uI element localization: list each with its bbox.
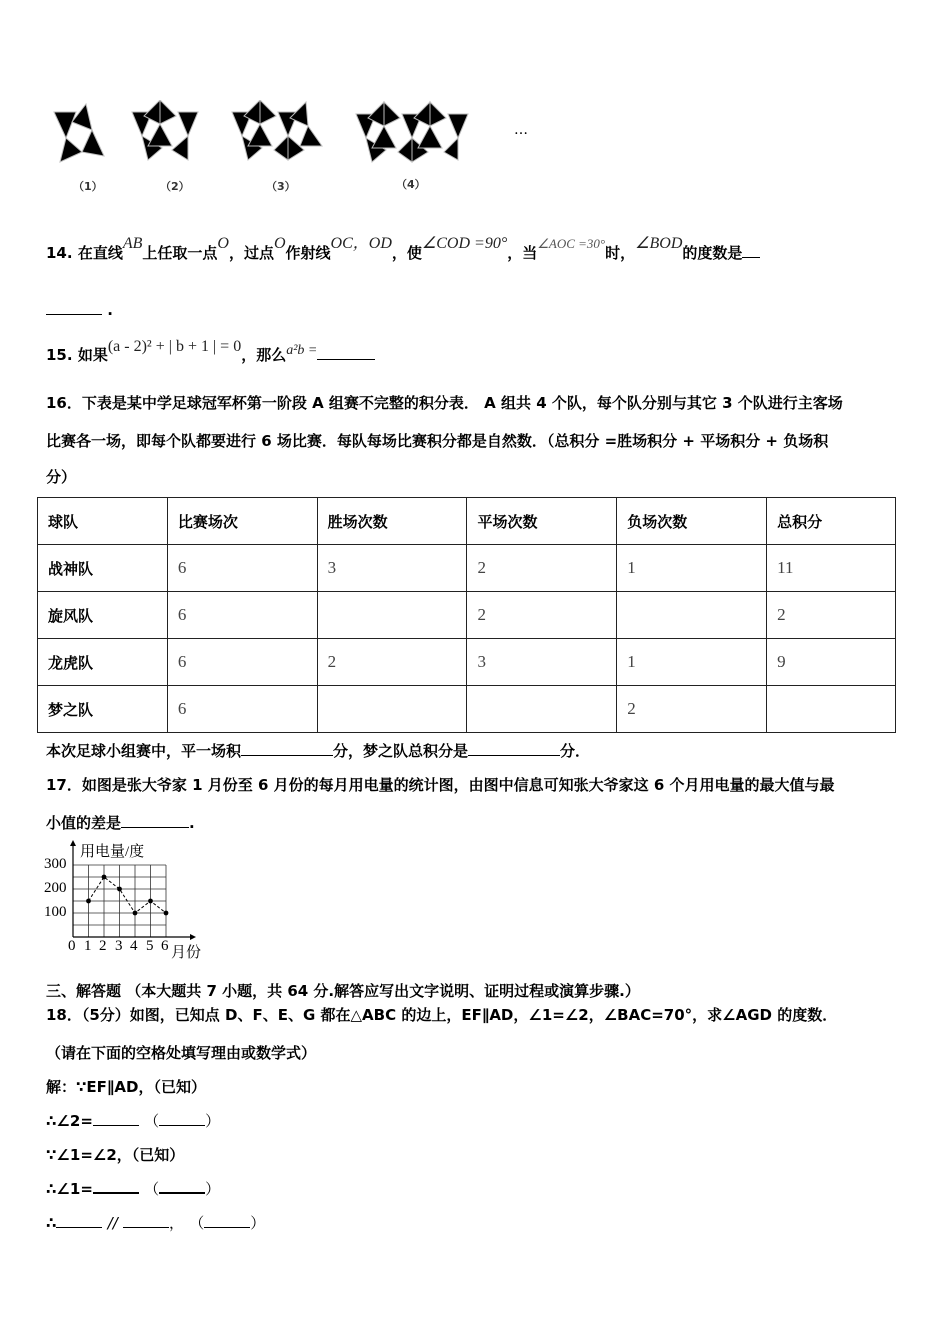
table-cell: 6 (167, 639, 317, 686)
figure-label-4: （4） (396, 178, 426, 191)
table-header: 胜场次数 (317, 498, 467, 545)
table-header-row (38, 498, 896, 545)
question-16-line1: 16．下表是某中学足球冠军杯第一阶段 A 组赛不完整的积分表． A 组共 4 个队，每个队分别与其它 3 个队进行主客场 (46, 394, 843, 412)
q16-text: 分． (560, 742, 591, 760)
y-tick-200: 200 (44, 880, 67, 896)
paren: （ (144, 1180, 160, 1198)
table-cell: 3 (317, 545, 467, 592)
q14-text: ，当 (507, 244, 538, 262)
q14-continued (46, 300, 113, 319)
answer-blank[interactable] (93, 1111, 139, 1126)
section-3-heading: 三、解答题 （本大题共 7 小题，共 64 分.解答应写出文字说明、证明过程或演算步骤.） (46, 982, 640, 1000)
y-axis-label: 用电量/度 (80, 844, 145, 860)
q14-text: ，使 (391, 244, 422, 262)
question-18-line2: （请在下面的空格处填写理由或数学式） (46, 1044, 317, 1062)
q14-text: 在直线 (77, 244, 123, 262)
question-16-answer-line (46, 740, 590, 761)
x-axis-label: 月份 (171, 945, 202, 961)
table-row (38, 592, 896, 639)
answer-blank[interactable] (121, 813, 189, 828)
answer-blank[interactable] (123, 1213, 169, 1228)
paren: ） (205, 1112, 221, 1130)
table-cell: 2 (467, 545, 617, 592)
question-16-line2: 比赛各一场，即每个队都要进行 6 场比赛．每队每场比赛积分都是自然数．（总积分 =胜场积分 + 平场积分 + 负场积 (46, 432, 829, 450)
question-18-line1: 18．（5分）如图，已知点 D、F、E、G 都在△ABC 的边上，EF∥AD，∠1=∠2，∠BAC=70°，求∠AGD 的度数． (46, 1006, 838, 1024)
q17-text: 小值的差是 (46, 814, 122, 832)
question-14 (46, 235, 760, 263)
triangle-pattern-illustration (48, 100, 538, 172)
table-cell (767, 686, 896, 733)
math-rays: OC，OD (330, 235, 392, 252)
answer-blank-draw-points[interactable] (241, 741, 333, 756)
team-name: 旋风队 (38, 592, 168, 639)
question-17-line2 (46, 812, 195, 833)
table-cell: 1 (617, 639, 767, 686)
paren: ） (205, 1180, 221, 1198)
math-expression: a²b = (286, 343, 318, 358)
ellipsis: … (514, 122, 528, 138)
table-cell (467, 686, 617, 733)
table-cell (317, 592, 467, 639)
solution-step-3: ∵∠1=∠2，（已知） (46, 1146, 185, 1164)
math-o: O (217, 235, 229, 252)
paren: （ (189, 1214, 205, 1232)
table-header: 总积分 (767, 498, 896, 545)
pattern-figures (48, 100, 538, 200)
reason-blank[interactable] (159, 1178, 205, 1194)
y-tick-300: 300 (44, 856, 67, 872)
math-equation: (a - 2)² + | b + 1 | = 0 (107, 338, 242, 355)
answer-blank[interactable] (56, 1213, 102, 1228)
math-angle-bod: ∠BOD (635, 235, 683, 252)
math-o: O (273, 235, 286, 252)
reason-blank[interactable] (204, 1213, 250, 1228)
table-cell: 2 (617, 686, 767, 733)
table-row (38, 686, 896, 733)
step-text: ∴∠2= (46, 1112, 93, 1130)
table-header: 球队 (38, 498, 168, 545)
table-row (38, 639, 896, 686)
team-name: 战神队 (38, 545, 168, 592)
table-cell: 3 (467, 639, 617, 686)
period: . (107, 301, 113, 319)
table-cell: 1 (617, 545, 767, 592)
x-tick-4: 4 (130, 938, 138, 954)
answer-blank[interactable] (46, 300, 102, 315)
x-tick-2: 2 (99, 938, 107, 954)
x-tick-3: 3 (115, 938, 123, 954)
math-angle-cod: ∠COD =90° (421, 235, 508, 252)
figure-label-3: （3） (266, 180, 296, 193)
answer-blank[interactable] (93, 1178, 139, 1194)
question-17-line1: 17．如图是张大爷家 1 月份至 6 月份的每月用电量的统计图，由图中信息可知张大爷家这 6 个月用电量的最大值与最 (46, 776, 835, 794)
question-16-line3: 分） (46, 468, 77, 486)
paren: （ (144, 1112, 160, 1130)
table-cell: 6 (167, 592, 317, 639)
team-name: 梦之队 (38, 686, 168, 733)
q14-text: 时， (605, 244, 636, 262)
math-ab: AB (122, 235, 143, 252)
table-cell (617, 592, 767, 639)
table-cell: 2 (467, 592, 617, 639)
table-header: 负场次数 (617, 498, 767, 545)
table-header: 比赛场次 (167, 498, 317, 545)
solution-step-4 (46, 1178, 220, 1199)
y-tick-100: 100 (44, 904, 67, 920)
table-cell (317, 686, 467, 733)
parallel-symbol: // (107, 1214, 118, 1232)
q16-text: 分，梦之队总积分是 (333, 742, 469, 760)
q15-text: ，那么 (241, 346, 287, 364)
table-cell: 6 (167, 686, 317, 733)
table-cell: 11 (767, 545, 896, 592)
q14-text: ，过点 (228, 244, 274, 262)
reason-blank[interactable] (159, 1111, 205, 1126)
score-table (37, 497, 896, 733)
paren: ） (250, 1214, 266, 1232)
answer-blank[interactable] (742, 243, 760, 258)
q14-number: 14. (46, 244, 73, 262)
comma: ， (169, 1214, 185, 1232)
solution-step-2 (46, 1110, 220, 1131)
figure-label-2: （2） (160, 180, 190, 193)
question-15 (46, 338, 375, 365)
period: . (189, 814, 195, 832)
q16-text: 本次足球小组赛中，平一场积 (46, 742, 242, 760)
solution-step-5 (46, 1212, 265, 1233)
team-name: 龙虎队 (38, 639, 168, 686)
q14-text: 的度数是 (682, 244, 743, 262)
q15-text: 如果 (77, 346, 108, 364)
math-angle-aoc: ∠AOC =30° (537, 236, 606, 251)
answer-blank[interactable] (317, 345, 375, 360)
q14-text: 上任取一点 (142, 244, 218, 262)
x-tick-5: 5 (146, 938, 154, 954)
q14-text: 作射线 (285, 244, 331, 262)
table-header: 平场次数 (467, 498, 617, 545)
electricity-usage-chart (40, 838, 220, 960)
table-row (38, 545, 896, 592)
table-cell: 9 (767, 639, 896, 686)
x-tick-6: 6 (161, 938, 169, 954)
solution-step-1: 解：∵EF∥AD，（已知） (46, 1078, 206, 1096)
table-cell: 6 (167, 545, 317, 592)
answer-blank-team-total[interactable] (468, 741, 560, 756)
table-cell: 2 (317, 639, 467, 686)
q15-number: 15. (46, 346, 73, 364)
x-tick-0: 0 (68, 938, 76, 954)
x-tick-1: 1 (84, 938, 92, 954)
figure-label-1: （1） (73, 180, 103, 193)
step-text: ∴∠1= (46, 1180, 93, 1198)
step-text: ∴ (46, 1214, 57, 1232)
table-cell: 2 (767, 592, 896, 639)
